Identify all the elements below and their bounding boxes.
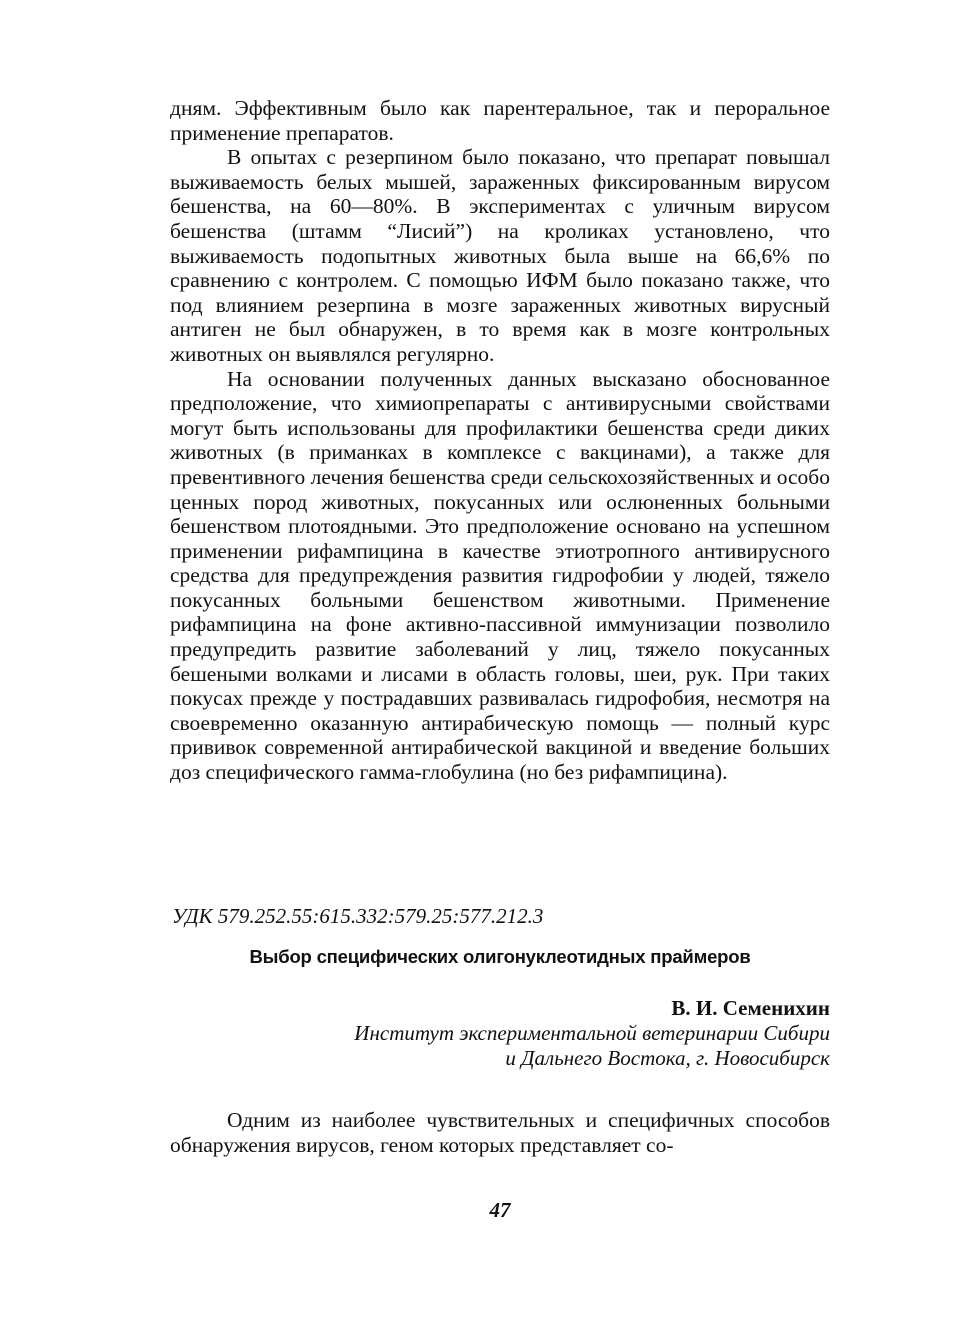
new-article-intro <box>170 1108 830 1157</box>
previous-article-text <box>170 96 830 785</box>
paragraph-continuation: дням. Эффективным было как парентеральное, так и пероральное применение препаратов. <box>170 96 830 145</box>
udk-code: УДК 579.252.55:615.332:579.25:577.212.3 <box>172 904 544 928</box>
intro-paragraph: Одним из наиболее чувствительных и специфичных способов обнаружения вирусов, геном которых представляет со- <box>170 1108 830 1157</box>
article-title: Выбор специфических олигонуклеотидных праймеров <box>249 946 751 967</box>
affiliation-line-1: Институт экспериментальной ветеринарии Сибири <box>354 1021 830 1045</box>
affiliation-line-2: и Дальнего Востока, г. Новосибирск <box>505 1046 830 1070</box>
paragraph-conclusion: На основании полученных данных высказано обоснованное предположение, что химиопрепараты с антивирусными свойствами могут быть использованы для профилактики бешенства среди диких животных (в приманках в комплексе с вакцинами), а также для превентивного лечения бешенства среди сельскохозяйственных и особо ценных пород животных, покусанных или ослюненных больными бешенством плотоядными. Это предположение основано на успешном применении рифампицина в качестве этиотропного антивирусного средства для предупреждения развития гидрофобии у людей, тяжело покусанных больными бешенством животными. Применение рифампицина на фоне активно-пассивной иммунизации позволило предупредить развитие заболеваний у лиц, тяжело покусанных бешеными волками и лисами в область головы, шеи, рук. При таких покусах прежде у пострадавших развивалась гидрофобия, несмотря на своевременно оказанную антирабическую помощь — полный курс прививок современной антирабической вакциной и введение больших доз специфического гамма-глобулина (но без рифампицина). <box>170 366 830 785</box>
author-name: В. И. Семенихин <box>671 996 830 1020</box>
page-number: 47 <box>489 1198 511 1222</box>
author-block <box>170 996 830 1071</box>
paragraph-reserpine: В опытах с резерпином было показано, что препарат повышал выживаемость белых мышей, зараженных фиксированным вирусом бешенства, на 60—80%. В экспериментах с уличным вирусом бешенства (штамм “Лисий”) на кроликах установлено, что выживаемость подопытных животных была выше на 66,6% по сравнению с контролем. С помощью ИФМ было показано также, что под влиянием резерпина в мозге зараженных животных вирусный антиген не был обнаружен, в то время как в мозге контрольных животных он выявлялся регулярно. <box>170 145 830 366</box>
